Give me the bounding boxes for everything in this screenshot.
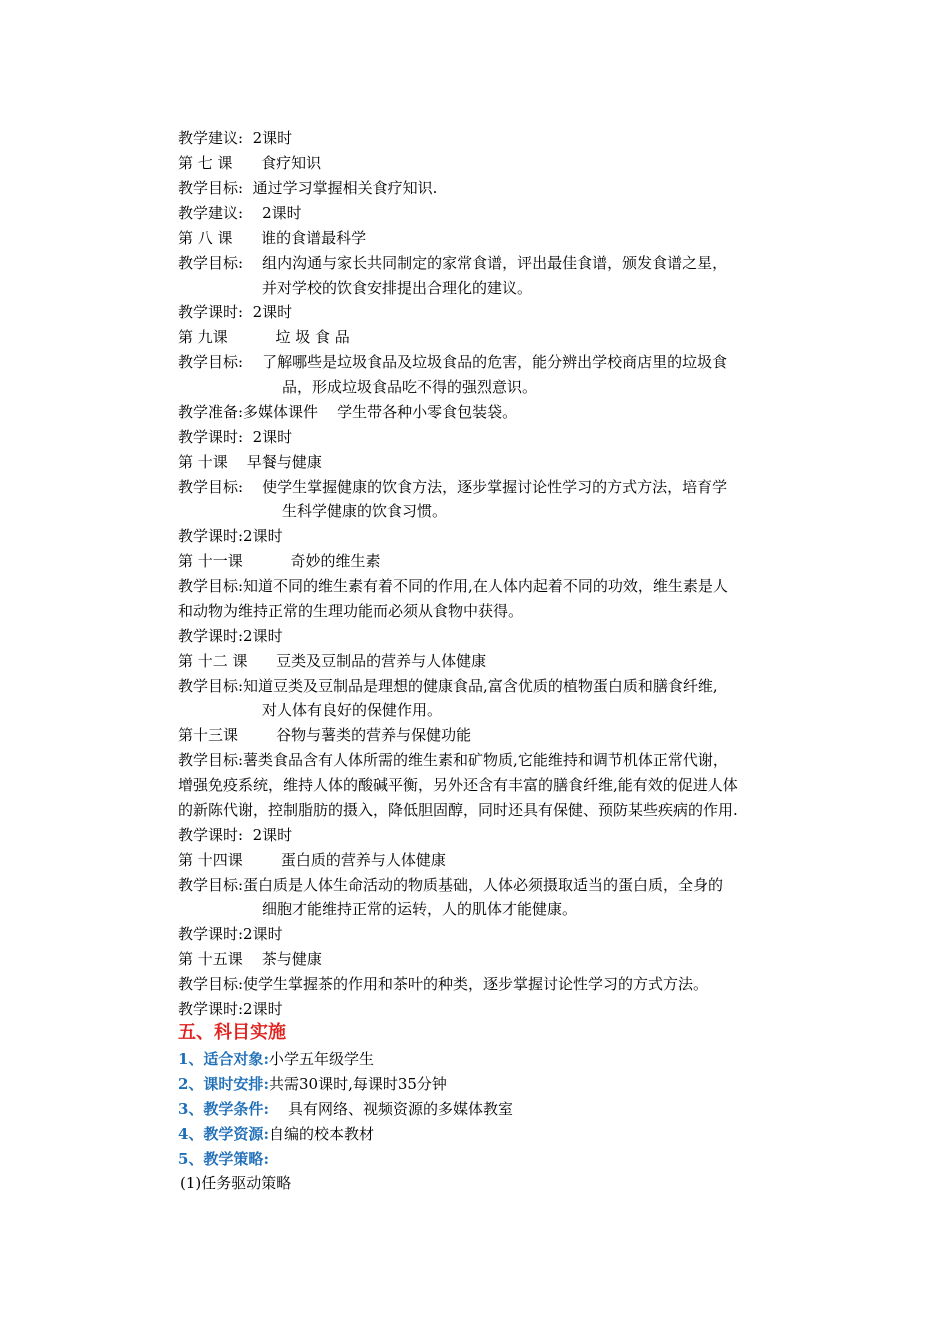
section-item (178, 1049, 374, 1069)
text-line: 教学课时:2课时 (178, 627, 283, 645)
item-text: 具有网络、视频资源的多媒体教室 (268, 1100, 514, 1118)
lesson-heading: 第十三课 谷物与薯类的营养与保健功能 (178, 726, 472, 744)
text-line: 教学课时:2课时 (178, 527, 283, 545)
text-line: 教学准备:多媒体课件 学生带各种小零食包装袋。 (178, 403, 518, 421)
text-line: 教学目标: 组内沟通与家长共同制定的家常食谱，评出最佳食谱，颁发食谱之星， (178, 254, 728, 272)
text-line: 对人体有良好的保健作用。 (262, 701, 443, 719)
text-line: 教学课时: 2课时 (178, 303, 293, 321)
text-line: 教学目标: 了解哪些是垃圾食品及垃圾食品的危害，能分辨出学校商店里的垃圾食 (178, 353, 728, 371)
lesson-heading: 第 九课 垃 圾 食 品 (178, 328, 350, 346)
item-label: 4、教学资源: (178, 1125, 269, 1143)
text-line: 和动物为维持正常的生理功能而必须从食物中获得。 (178, 602, 524, 620)
section-item (178, 1124, 374, 1144)
item-label: 2、课时安排: (178, 1075, 269, 1093)
item-text: 共需30课时,每课时35分钟 (268, 1075, 447, 1093)
text-line: 教学课时:2课时 (178, 925, 283, 943)
text-line: 教学课时: 2课时 (178, 826, 293, 844)
text-line: 教学目标:蛋白质是人体生命活动的物质基础，人体必须摄取适当的蛋白质，全身的 (178, 876, 724, 894)
lesson-heading: 第 十四课 蛋白质的营养与人体健康 (178, 851, 446, 869)
text-line: 教学建议: 2课时 (178, 129, 293, 147)
section-title: 五、科目实施 (178, 1022, 286, 1043)
text-line: 教学目标:薯类食品含有人体所需的维生素和矿物质,它能维持和调节机体正常代谢， (178, 751, 728, 769)
text-line: 增强免疫系统，维持人体的酸碱平衡，另外还含有丰富的膳食纤维,能有效的促进人体 (178, 776, 738, 794)
text-line: 教学目标:知道不同的维生素有着不同的作用,在人体内起着不同的功效，维生素是人 (178, 577, 728, 595)
text-line: 细胞才能维持正常的运转，人的肌体才能健康。 (262, 900, 578, 918)
section-item (178, 1099, 513, 1119)
sub-item: (1)任务驱动策略 (180, 1174, 292, 1192)
lesson-heading: 第 十一课 奇妙的维生素 (178, 552, 381, 570)
lesson-heading: 第 八 课 谁的食谱最科学 (178, 229, 367, 247)
text-line: 教学课时: 2课时 (178, 428, 293, 446)
section-item (178, 1074, 447, 1094)
text-line: 教学目标: 通过学习掌握相关食疗知识. (178, 179, 438, 197)
item-text: 自编的校本教材 (268, 1125, 374, 1143)
lesson-heading: 第 十课 早餐与健康 (178, 453, 322, 471)
section-item (178, 1149, 269, 1169)
text-line: 的新陈代谢，控制脂肪的摄入，降低胆固醇，同时还具有保健、预防某些疾病的作用. (178, 801, 738, 819)
item-label: 5、教学策略: (178, 1150, 269, 1168)
item-label: 3、教学条件: (178, 1100, 269, 1118)
lesson-heading: 第 十五课 茶与健康 (178, 950, 322, 968)
text-line: 教学建议: 2课时 (178, 204, 302, 222)
item-text: 小学五年级学生 (268, 1050, 374, 1068)
lesson-heading: 第 十二 课 豆类及豆制品的营养与人体健康 (178, 652, 487, 670)
text-line: 教学目标:知道豆类及豆制品是理想的健康食品,富含优质的植物蛋白质和膳食纤维, (178, 677, 718, 695)
text-line: 生科学健康的饮食习惯。 (282, 502, 448, 520)
lesson-heading: 第 七 课 食疗知识 (178, 154, 322, 172)
text-line: 教学目标: 使学生掌握健康的饮食方法，逐步掌握讨论性学习的方式方法，培育学 (178, 478, 728, 496)
text-line: 并对学校的饮食安排提出合理化的建议。 (262, 279, 533, 297)
text-line: 教学课时:2课时 (178, 1000, 283, 1018)
text-line: 品，形成垃圾食品吃不得的强烈意识。 (282, 378, 538, 396)
text-line: 教学目标:使学生掌握茶的作用和茶叶的种类，逐步掌握讨论性学习的方式方法。 (178, 975, 709, 993)
item-label: 1、适合对象: (178, 1050, 269, 1068)
